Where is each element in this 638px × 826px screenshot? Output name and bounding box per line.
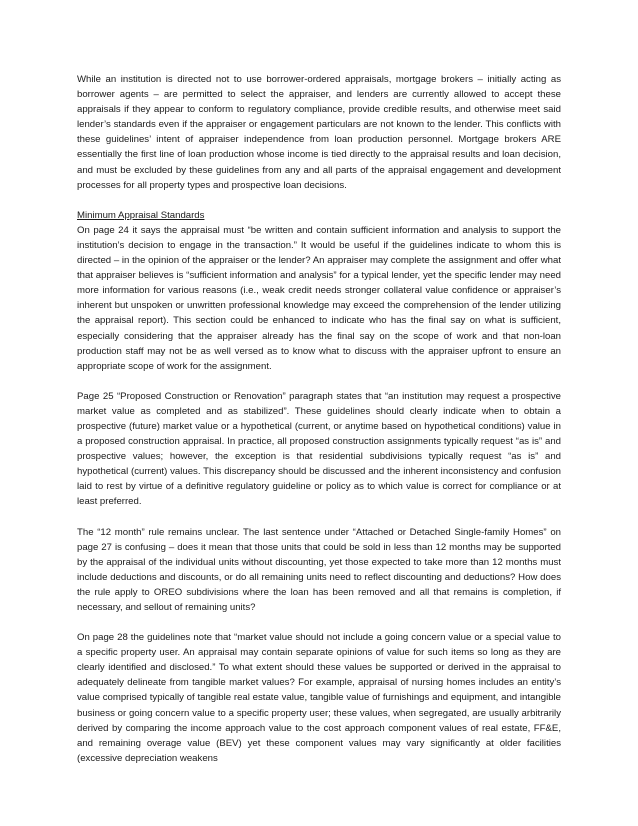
paragraph-proposed-construction: Page 25 “Proposed Construction or Renovation” paragraph states that “an institution may request a prospective market value as completed and as stabilized”. These guidelines should clearly indicate when to obtain a prospective (future) market value or a hypothetical (current, or anytime based on hypothetical conditions) value in a proposed construction appraisal. In practice, all proposed construction assignments typically request “as is” and prospective values; however, the exception is that residential subdivisions typically request “as is” and hypothetical (current) values. This discrepancy should be discussed and the inherent inconsistency and confusion laid to rest by virtue of a definitive regulatory guideline or policy as to which value is correct for compliance or at least preferred. xyxy=(77,390,561,508)
paragraph-12-month-rule: The “12 month” rule remains unclear. The last sentence under “Attached or Detached Single-family Homes” on page 27 is confusing – does it mean that those units that could be sold in less than 12 months may be supported by the appraisal of the individual units without discounting, yet those expected to take more than 12 months must include deductions and discounts, or do all remaining units need to reflect discounting and deductions? How does the rule apply to OREO subdivisions where the loan has been removed and all that remains is completion, if necessary, and sellout of remaining units? xyxy=(77,526,561,613)
paragraph-sufficient-information: On page 24 it says the appraisal must “be written and contain sufficient information and analysis to support the institution’s decision to engage in the transaction.” It would be useful if the guidelines indicate to whom this is directed – in the opinion of the appraiser or the lender? An appraiser may complete the assignment and offer what that appraiser believes is “sufficient information and analysis” for a typical lender, yet the specific lender may need more information for various reasons (i.e., weak credit needs stronger collateral value confidence or appraiser’s inherent but unspoken or unwritten professional knowledge may exceed the comprehension of the lender utilizing the appraisal report). This section could be enhanced to indicate who has the final say on what is sufficient, especially considering that the appraiser already has the final say on the scope of work and that non-loan production staff may not be as well versed as to know what to discuss with the appraiser upfront to ensure an appropriate scope of work for the assignment. xyxy=(77,224,561,372)
document-page xyxy=(77,72,561,766)
paragraph-spacer xyxy=(77,510,561,525)
paragraph-broker-appraisals: While an institution is directed not to use borrower-ordered appraisals, mortgage brokers – initially acting as borrower agents – are permitted to select the appraiser, and lenders are currently allowed to accept these appraisals if they appear to conform to regulatory compliance, provide credible results, and otherwise meet said lender’s standards even if the appraiser or engagement particulars are not known to the lender. This conflicts with these guidelines’ intent of appraiser independence from loan production personnel. Mortgage brokers ARE essentially the first line of loan production whose income is tied directly to the appraisal results and loan decision, and must be excluded by these guidelines from any and all parts of the appraisal engagement and development processes for all property types and prospective loan decisions. xyxy=(77,74,561,191)
paragraph-spacer xyxy=(77,374,561,389)
section-heading-minimum-appraisal-standards: Minimum Appraisal Standards xyxy=(77,209,205,221)
paragraph-going-concern-value: On page 28 the guidelines note that “market value should not include a going concern value or a special value to a specific property user. An appraisal may contain separate opinions of value for such items so long as they are clearly identified and disclosed.” To what extent should these values be supported or derived in the appraisal to adequately delineate from tangible market values? For example, appraisal of nursing homes includes an entity’s value comprised typically of tangible real estate value, tangible value of furnishings and equipment, and intangible business or going concern value to a specific property user; these values, when segregated, are usually arbitrarily derived by comparing the income approach value to the cost approach component values of real estate, FF&E, and remaining overage value (BEV) yet these component values may vary significantly at older facilities (excessive depreciation weakens xyxy=(77,632,561,764)
paragraph-spacer xyxy=(77,615,561,630)
paragraph-spacer xyxy=(77,193,561,208)
